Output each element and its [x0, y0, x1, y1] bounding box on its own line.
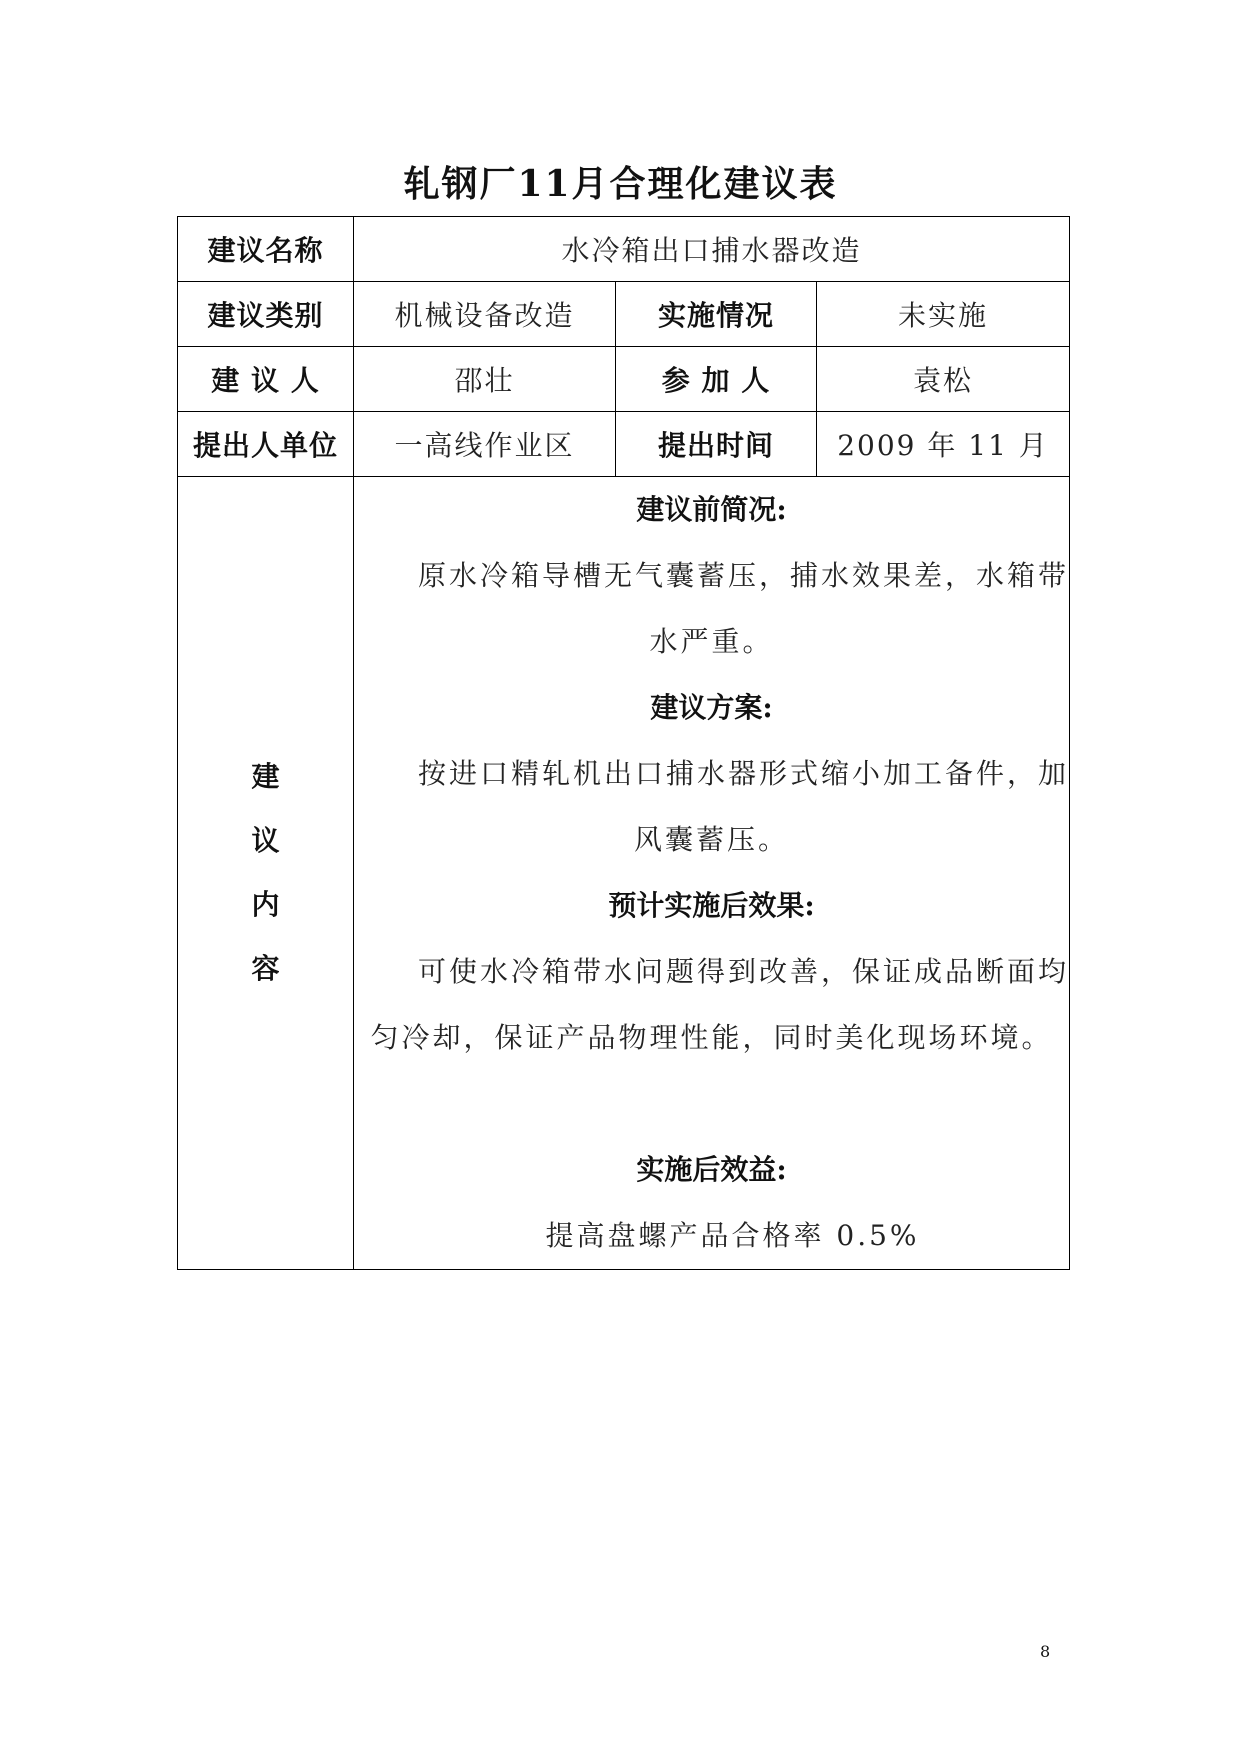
proposal-table — [177, 216, 1070, 1270]
category-value: 机械设备改造 — [354, 282, 616, 347]
section-body-plan: 按进口精轧机出口捕水器形式缩小加工备件，加风囊蓄压。 — [418, 757, 1070, 856]
status-label: 实施情况 — [616, 282, 817, 347]
side-label-char: 建 — [251, 760, 280, 793]
content-cell — [354, 477, 1070, 1270]
side-label-char: 内 — [251, 888, 280, 921]
proposal-name-label: 建议名称 — [178, 217, 354, 282]
time-value: 2009 年 11 月 — [817, 412, 1070, 477]
proposal-name-value: 水冷箱出口捕水器改造 — [354, 217, 1070, 282]
table-row-unit — [178, 412, 1070, 477]
section-heading-plan: 建议方案: — [650, 691, 773, 724]
section-heading-background: 建议前简况: — [636, 493, 787, 526]
page-title: 轧钢厂11月合理化建议表 — [403, 163, 838, 205]
section-heading-expected-effect: 预计实施后效果: — [608, 889, 815, 922]
participant-label: 参 加 人 — [616, 347, 817, 412]
side-label-char: 容 — [251, 952, 280, 985]
table-row-category — [178, 282, 1070, 347]
proposer-value: 邵壮 — [354, 347, 616, 412]
unit-label: 提出人单位 — [178, 412, 354, 477]
content-side-label — [178, 477, 354, 1270]
section-heading-benefit: 实施后效益: — [636, 1153, 787, 1186]
section-body-background: 原水冷箱导槽无气囊蓄压，捕水效果差，水箱带水严重。 — [418, 559, 1070, 658]
table-row-people — [178, 347, 1070, 412]
unit-value: 一高线作业区 — [354, 412, 616, 477]
proposer-label: 建 议 人 — [178, 347, 354, 412]
page-number: 8 — [1040, 1642, 1051, 1661]
section-body-benefit: 提高盘螺产品合格率 0.5% — [545, 1219, 920, 1252]
section-body-expected-effect: 可使水冷箱带水问题得到改善，保证成品断面均匀冷却，保证产品物理性能，同时美化现场环境。 — [370, 955, 1070, 1054]
category-label: 建议类别 — [178, 282, 354, 347]
table-row-name — [178, 217, 1070, 282]
side-label-char: 议 — [251, 824, 280, 857]
time-label: 提出时间 — [616, 412, 817, 477]
participant-value: 袁松 — [817, 347, 1070, 412]
table-row-content — [178, 477, 1070, 1270]
status-value: 未实施 — [817, 282, 1070, 347]
blank-space — [354, 1071, 1069, 1137]
